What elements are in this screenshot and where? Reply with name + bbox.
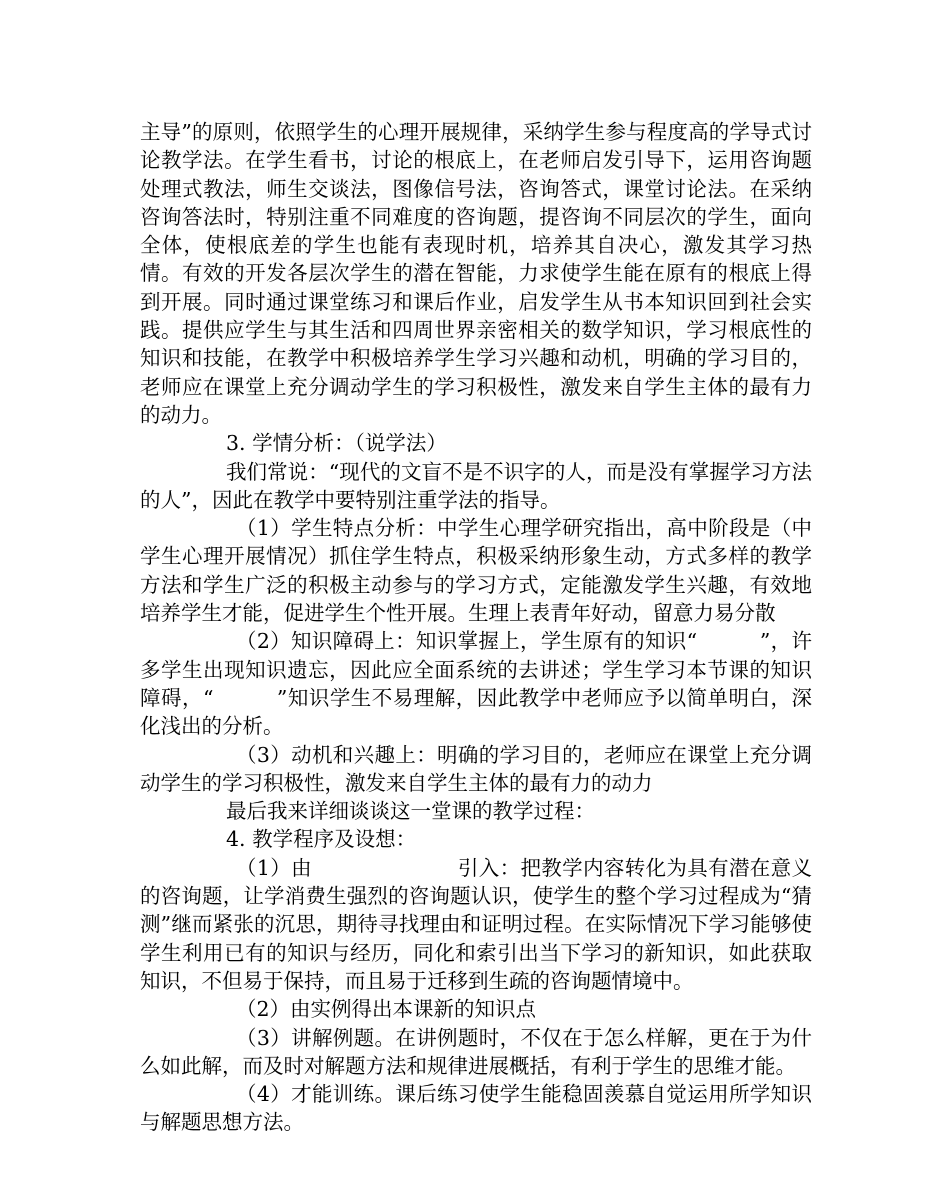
paragraph-process-intro: 最后我来详细谈谈这一堂课的教学过程： (226, 799, 595, 824)
paragraph-examples: （3）讲解例题。在讲例题时，不仅在于怎么样解，更在于为什么如此解，而及时对解题方法和规律进展概括，有利于学生的思维才能。 (140, 1025, 812, 1078)
paragraph-knowledge-obstacles: （2）知识障碍上：知识掌握上，学生原有的知识“ ”，许多学生出现知识遗忘，因此应全面系统的去讲述；学生学习本节课的知识障碍，“ ”知识学生不易理解，因此教学中老师应予以简单明白，深化浅出的分析。 (140, 629, 812, 739)
paragraph-motivation: （3）动机和兴趣上：明确的学习目的，老师应在课堂上充分调动学生的学习积极性，激发来自学生主体的最有力的动力 (140, 742, 812, 795)
paragraph-study-method: 我们常说：“现代的文盲不是不识字的人，而是没有掌握学习方法的人”，因此在教学中要特别注重学法的指导。 (140, 459, 812, 512)
paragraph-introduction-step: （1）由 引入：把教学内容转化为具有潜在意义的咨询题，让学消费生强烈的咨询题认识，使学生的整个学习过程成为“猜测”继而紧张的沉思，期待寻找理由和证明过程。在实际情况下学习能够使学生利用已有的知识与经历，同化和索引出当下学习的新知识，如此获取知识，不但易于保持，而且易于迁移到生疏的咨询题情境中。 (140, 855, 812, 993)
document-page (140, 118, 812, 1137)
paragraph-new-knowledge: （2）由实例得出本课新的知识点 (236, 997, 537, 1022)
paragraph-student-traits: （1）学生特点分析：中学生心理学研究指出，高中阶段是（中学生心理开展情况）抓住学生特点，积极采纳形象生动，方式多样的教学方法和学生广泛的积极主动参与的学习方式，定能激发学生兴趣，有效地培养学生才能，促进学生个性开展。生理上表青年好动，留意力易分散 (140, 516, 812, 626)
heading-learning-analysis: 3. 学情分析：（说学法） (226, 431, 447, 456)
paragraph-teaching-method: 主导”的原则，依照学生的心理开展规律，采纳学生参与程度高的学导式讨论教学法。在学生看书，讨论的根底上，在老师启发引导下，运用咨询题处理式教法，师生交谈法，图像信号法，咨询答式，课堂讨论法。在采纳咨询答法时，特别注重不同难度的咨询题，提咨询不同层次的学生，面向全体，使根底差的学生也能有表现时机，培养其自决心，激发其学习热情。有效的开发各层次学生的潜在智能，力求使学生能在原有的根底上得到开展。同时通过课堂练习和课后作业，启发学生从书本知识回到社会实践。提供应学生与其生活和四周世界亲密相关的数学知识，学习根底性的知识和技能，在教学中积极培养学生学习兴趣和动机，明确的学习目的，老师应在课堂上充分调动学生的学习积极性，激发来自学生主体的最有力的动力。 (140, 120, 812, 427)
heading-teaching-procedure: 4. 教学程序及设想： (226, 827, 417, 852)
paragraph-training: （4）才能训练。课后练习使学生能稳固羡慕自觉运用所学知识与解题思想方法。 (140, 1082, 812, 1135)
